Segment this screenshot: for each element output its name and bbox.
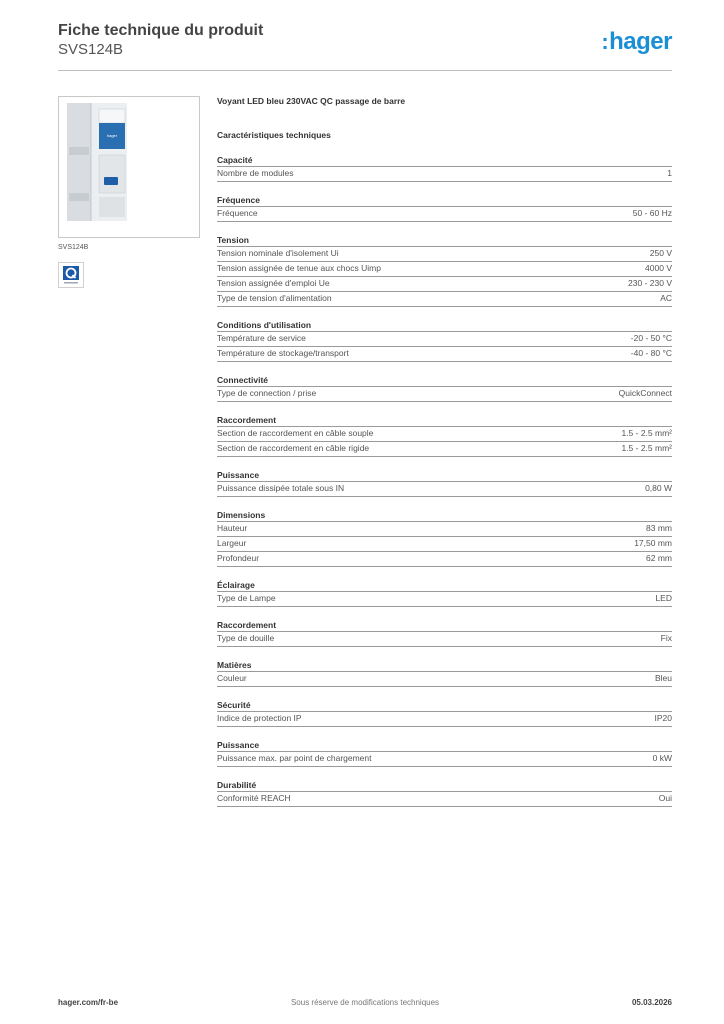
device-label: hager (106, 133, 118, 138)
product-image (58, 96, 200, 238)
spec-value: 83 mm (646, 523, 672, 533)
spec-label: Largeur (217, 538, 247, 548)
logo-text: hager (609, 28, 672, 55)
spec-row (217, 292, 672, 307)
spec-value: 250 V (649, 248, 672, 258)
quality-badge (58, 262, 84, 288)
spec-value: -20 - 50 °C (630, 333, 672, 343)
spec-label: Tension assignée d'emploi Ue (217, 278, 330, 288)
product-description: Voyant LED bleu 230VAC QC passage de barre (217, 96, 406, 106)
spec-group-title: Éclairage (217, 579, 672, 592)
spec-group-title: Sécurité (217, 699, 672, 712)
spec-group-title: Raccordement (217, 619, 672, 632)
product-reference: SVS124B (58, 41, 124, 58)
specifications (217, 95, 672, 807)
spec-group-title: Durabilité (217, 779, 672, 792)
spec-label: Puissance dissipée totale sous IN (217, 483, 345, 493)
spec-row (217, 207, 672, 222)
spec-row (217, 482, 672, 497)
footer-notice: Sous réserve de modifications techniques (290, 998, 440, 1007)
spec-value: IP20 (654, 713, 672, 723)
spec-label: Tension assignée de tenue aux chocs Uimp (217, 263, 381, 273)
spec-label: Type de douille (217, 633, 275, 643)
spec-value: 50 - 60 Hz (632, 208, 672, 218)
indicator-device-illustration (59, 97, 199, 237)
spec-label: Type de connection / prise (217, 388, 317, 398)
spec-label: Hauteur (217, 523, 248, 533)
spec-value: QuickConnect (618, 388, 672, 398)
spec-value: 17,50 mm (634, 538, 672, 548)
spec-group (217, 414, 672, 457)
spec-label: Puissance max. par point de chargement (217, 753, 372, 763)
spec-group (217, 374, 672, 402)
spec-row (217, 522, 672, 537)
quality-mark-icon (59, 263, 83, 287)
spec-group-title: Tension (217, 234, 672, 247)
spec-value: Bleu (654, 673, 672, 683)
spec-row (217, 752, 672, 767)
spec-row (217, 387, 672, 402)
spec-group-title: Conditions d'utilisation (217, 319, 672, 332)
spec-group-title: Raccordement (217, 414, 672, 427)
spec-group (217, 659, 672, 687)
spec-group-title: Capacité (217, 154, 672, 167)
spec-value: Oui (658, 793, 672, 803)
spec-row (217, 792, 672, 807)
spec-group (217, 739, 672, 767)
spec-group-title: Puissance (217, 739, 672, 752)
spec-group-title: Fréquence (217, 194, 672, 207)
spec-row (217, 167, 672, 182)
spec-value: 1.5 - 2.5 mm² (621, 428, 672, 438)
spec-label: Fréquence (217, 208, 258, 218)
spec-row (217, 552, 672, 567)
spec-group-title: Dimensions (217, 509, 672, 522)
spec-label: Température de stockage/transport (217, 348, 349, 358)
spec-row (217, 537, 672, 552)
spec-label: Tension nominale d'isolement Ui (217, 248, 339, 258)
spec-row (217, 632, 672, 647)
spec-label: Type de tension d'alimentation (217, 293, 332, 303)
spec-row (217, 592, 672, 607)
spec-label: Indice de protection IP (217, 713, 302, 723)
spec-label: Profondeur (217, 553, 260, 563)
spec-value: Fix (660, 633, 672, 643)
spec-group (217, 579, 672, 607)
spec-value: 1.5 - 2.5 mm² (621, 443, 672, 453)
spec-group (217, 509, 672, 567)
spec-value: 230 - 230 V (628, 278, 672, 288)
spec-value: 4000 V (645, 263, 672, 273)
spec-group (217, 699, 672, 727)
spec-value: AC (660, 293, 672, 303)
spec-value: 0,80 W (645, 483, 672, 493)
spec-label: Section de raccordement en câble souple (217, 428, 374, 438)
spec-label: Conformité REACH (217, 793, 291, 803)
spec-group (217, 619, 672, 647)
hager-logo (601, 28, 672, 56)
spec-row (217, 262, 672, 277)
spec-row (217, 442, 672, 457)
spec-value: 0 kW (652, 753, 672, 763)
document-title: Fiche technique du produit (58, 22, 264, 39)
spec-value: LED (655, 593, 672, 603)
spec-value: 62 mm (646, 553, 672, 563)
spec-row (217, 672, 672, 687)
spec-group-title: Connectivité (217, 374, 672, 387)
spec-row (217, 247, 672, 262)
spec-label: Température de service (217, 333, 306, 343)
spec-value: 1 (667, 168, 672, 178)
section-heading: Caractéristiques techniques (217, 130, 331, 140)
spec-label: Section de raccordement en câble rigide (217, 443, 370, 453)
page-header (58, 22, 672, 71)
logo-mark: : (601, 29, 609, 54)
spec-label: Couleur (217, 673, 247, 683)
spec-label: Type de Lampe (217, 593, 276, 603)
spec-row (217, 332, 672, 347)
spec-group-title: Matières (217, 659, 672, 672)
spec-row (217, 427, 672, 442)
spec-value: -40 - 80 °C (630, 348, 672, 358)
spec-label: Nombre de modules (217, 168, 294, 178)
spec-group (217, 469, 672, 497)
spec-group (217, 319, 672, 362)
footer-website: hager.com/fr-be (58, 998, 119, 1007)
spec-groups (217, 154, 672, 807)
spec-group-title: Puissance (217, 469, 672, 482)
spec-group (217, 234, 672, 307)
spec-row (217, 347, 672, 362)
spec-group (217, 779, 672, 807)
spec-row (217, 712, 672, 727)
spec-group (217, 194, 672, 222)
footer-date: 05.03.2026 (631, 998, 672, 1007)
spec-group (217, 154, 672, 182)
image-caption: SVS124B (58, 244, 89, 251)
spec-row (217, 277, 672, 292)
